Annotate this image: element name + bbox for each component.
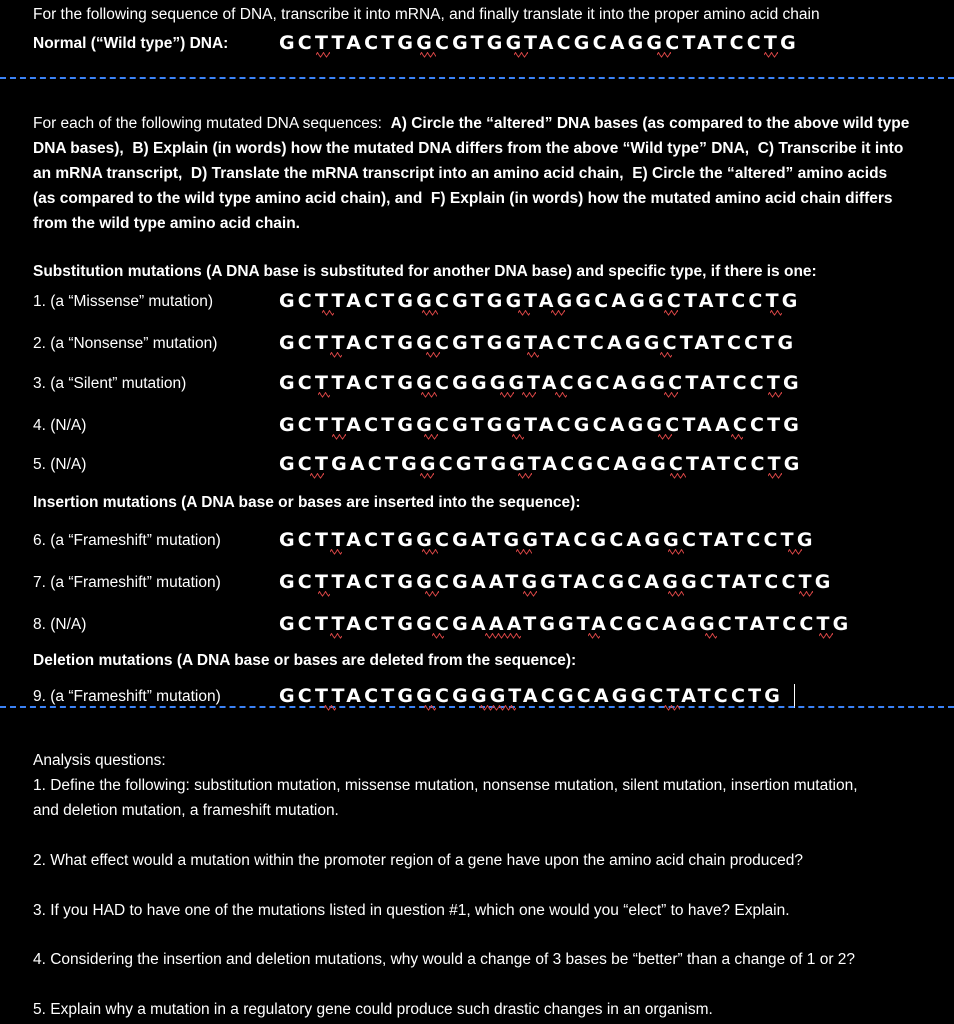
- spellcheck-squiggle-icon: [705, 633, 717, 639]
- spellcheck-squiggle-icon: [485, 633, 521, 639]
- spellcheck-squiggle-icon: [512, 434, 524, 440]
- spellcheck-squiggle-icon: [588, 633, 600, 639]
- analysis-question-2: 2. What effect would a mutation within the promoter region of a gene have upon the amino acid chain produced?: [33, 852, 804, 869]
- spellcheck-squiggle-icon: [421, 392, 437, 398]
- spellcheck-squiggle-icon: [518, 473, 532, 479]
- mutation-sequence-9: GCTTACTGGCGGGTACGCAGGCTATCCTG: [279, 685, 784, 707]
- spellcheck-squiggle-icon: [668, 591, 684, 597]
- spellcheck-squiggle-icon: [522, 392, 536, 398]
- spellcheck-squiggle-icon: [660, 352, 672, 358]
- mutation-label-7: 7. (a “Frameshift” mutation): [33, 574, 221, 591]
- instruction-f: F) Explain (in words) how the mutated amino acid chain differs from the wild type amino acid chain.: [33, 190, 893, 232]
- spellcheck-squiggle-icon: [318, 392, 330, 398]
- instruction-b: B) Explain (in words) how the mutated DNA differs from the above “Wild type” DNA,: [132, 140, 750, 157]
- instruction-a: A) Circle the “altered” DNA bases (as compared to the above wild type DNA bases),: [33, 115, 910, 157]
- section-divider-top: [0, 77, 954, 79]
- spellcheck-squiggle-icon: [788, 549, 802, 555]
- mutation-label-8: 8. (N/A): [33, 616, 87, 633]
- deletion-heading: Deletion mutations (A DNA base or bases are deleted from the sequence):: [33, 652, 577, 669]
- spellcheck-squiggle-icon: [424, 705, 436, 711]
- mutation-sequence-5: GCTGACTGGCGTGGTACGCAGGCTATCCTG: [279, 453, 803, 475]
- spellcheck-squiggle-icon: [422, 549, 438, 555]
- spellcheck-squiggle-icon: [670, 473, 686, 479]
- spellcheck-squiggle-icon: [658, 434, 672, 440]
- instructions-lead: For each of the following mutated DNA sequences:: [33, 115, 382, 132]
- spellcheck-squiggle-icon: [310, 473, 324, 479]
- text-cursor: [794, 684, 795, 708]
- mutation-sequence-2: GCTTACTGGCGTGGTACTCAGGCTATCCTG: [279, 332, 797, 354]
- analysis-question-1: 1. Define the following: substitution mutation, missense mutation, nonsense mutation, silent mutation, insertion mutation, and deletion mutation, a frameshift mutation.: [33, 777, 858, 819]
- instruction-c: C) Transcribe it into an mRNA transcript,: [33, 140, 904, 182]
- spellcheck-squiggle-icon: [500, 392, 514, 398]
- mutation-sequence-6: GCTTACTGGCGATGGTACGCAGGCTATCCTG: [279, 529, 816, 551]
- mutation-sequence-4: GCTTACTGGCGTGGTACGCAGGCTAACCTG: [279, 414, 803, 436]
- spellcheck-squiggle-icon: [425, 591, 439, 597]
- spellcheck-squiggle-icon: [424, 434, 438, 440]
- spellcheck-squiggle-icon: [330, 549, 342, 555]
- analysis-question-4: 4. Considering the insertion and deletion mutations, why would a change of 3 bases be “better” than a change of 1 or 2?: [33, 951, 856, 968]
- wild-type-label: Normal (“Wild type”) DNA:: [33, 35, 229, 52]
- mutation-label-2: 2. (a “Nonsense” mutation): [33, 335, 218, 352]
- insertion-heading: Insertion mutations (A DNA base or bases are inserted into the sequence):: [33, 494, 581, 511]
- mutation-label-9: 9. (a “Frameshift” mutation): [33, 688, 221, 705]
- spellcheck-squiggle-icon: [514, 52, 528, 58]
- spellcheck-squiggle-icon: [316, 52, 330, 58]
- spellcheck-squiggle-icon: [322, 310, 334, 316]
- spellcheck-squiggle-icon: [664, 705, 680, 711]
- instruction-d: D) Translate the mRNA transcript into an amino acid chain,: [190, 165, 624, 182]
- spellcheck-squiggle-icon: [523, 591, 537, 597]
- substitution-heading: Substitution mutations (A DNA base is substituted for another DNA base) and specific type, if there is one:: [33, 263, 817, 280]
- spellcheck-squiggle-icon: [551, 310, 565, 316]
- spellcheck-squiggle-icon: [664, 392, 678, 398]
- spellcheck-squiggle-icon: [657, 52, 671, 58]
- spellcheck-squiggle-icon: [422, 310, 438, 316]
- spellcheck-squiggle-icon: [516, 549, 532, 555]
- spellcheck-squiggle-icon: [480, 705, 516, 711]
- mutation-label-6: 6. (a “Frameshift” mutation): [33, 532, 221, 549]
- spellcheck-squiggle-icon: [768, 473, 782, 479]
- mutation-label-5: 5. (N/A): [33, 456, 87, 473]
- spellcheck-squiggle-icon: [770, 310, 782, 316]
- spellcheck-squiggle-icon: [819, 633, 833, 639]
- spellcheck-squiggle-icon: [555, 392, 567, 398]
- section-divider-bottom: [0, 706, 954, 708]
- spellcheck-squiggle-icon: [518, 310, 530, 316]
- spellcheck-squiggle-icon: [318, 591, 330, 597]
- spellcheck-squiggle-icon: [731, 434, 743, 440]
- spellcheck-squiggle-icon: [799, 591, 813, 597]
- mutation-sequence-3: GCTTACTGGCGGGGTACGCAGGCTATCCTG: [279, 372, 802, 394]
- mutation-label-4: 4. (N/A): [33, 417, 87, 434]
- mutation-label-1: 1. (a “Missense” mutation): [33, 293, 214, 310]
- spellcheck-squiggle-icon: [768, 392, 782, 398]
- spellcheck-squiggle-icon: [664, 310, 678, 316]
- analysis-question-3: 3. If you HAD to have one of the mutations listed in question #1, which one would you “elect” to have? Explain.: [33, 902, 790, 919]
- spellcheck-squiggle-icon: [426, 352, 440, 358]
- instruction-e: E) Circle the “altered” amino acids (as compared to the wild type amino acid chain), and: [33, 165, 888, 207]
- mutation-sequence-7: GCTTACTGGCGAATGGTACGCAGGCTATCCTG: [279, 571, 834, 593]
- analysis-question-5: 5. Explain why a mutation in a regulatory gene could produce such drastic changes in an organism.: [33, 1001, 713, 1018]
- spellcheck-squiggle-icon: [332, 434, 346, 440]
- instruction-text: For the following sequence of DNA, transcribe it into mRNA, and finally translate it into the proper amino acid chain: [33, 6, 820, 23]
- wild-type-sequence: GCTTACTGGCGTGGTACGCAGGCTATCCTG: [279, 32, 799, 54]
- spellcheck-squiggle-icon: [324, 705, 336, 711]
- spellcheck-squiggle-icon: [432, 633, 444, 639]
- spellcheck-squiggle-icon: [330, 633, 342, 639]
- spellcheck-squiggle-icon: [527, 352, 539, 358]
- mutation-sequence-8: GCTTACTGGCGAAATGGTACGCAGGCTATCCTG: [279, 613, 852, 635]
- spellcheck-squiggle-icon: [420, 52, 436, 58]
- spellcheck-squiggle-icon: [668, 549, 684, 555]
- spellcheck-squiggle-icon: [764, 52, 778, 58]
- analysis-title: Analysis questions:: [33, 752, 166, 769]
- spellcheck-squiggle-icon: [420, 473, 434, 479]
- mutation-sequence-1: GCTTACTGGCGTGGTAGGCAGGCTATCCTG: [279, 290, 801, 312]
- mutation-label-3: 3. (a “Silent” mutation): [33, 375, 187, 392]
- spellcheck-squiggle-icon: [330, 352, 342, 358]
- instructions-paragraph: [33, 111, 913, 236]
